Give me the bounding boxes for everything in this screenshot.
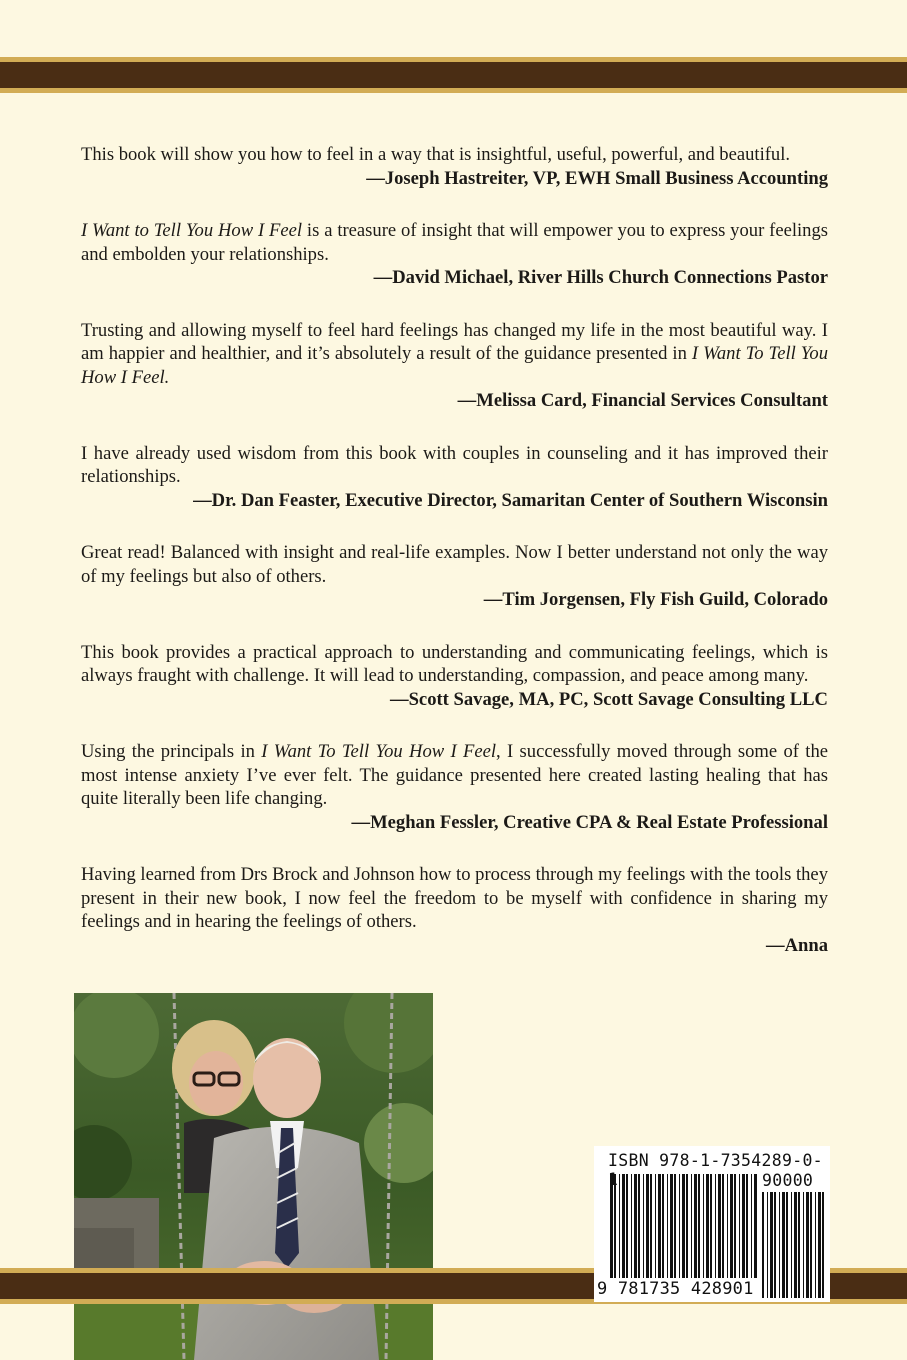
endorsement-attribution: —Tim Jorgensen, Fly Fish Guild, Colorado [483,589,828,610]
barcode-bar [806,1192,809,1298]
endorsement-attribution: —Joseph Hastreiter, VP, EWH Small Business Accounting [366,167,828,189]
band-brown-stripe [0,62,907,88]
barcode-bar [662,1174,664,1278]
endorsement-text [81,442,828,489]
endorsement-text [81,143,828,167]
barcode-bar [679,1174,680,1278]
barcode-bar [794,1192,797,1298]
isbn-barcode [594,1146,830,1302]
endorsement-attribution: —Dr. Dan Feaster, Executive Director, Samaritan Center of Southern Wisconsin [193,489,828,511]
endorsement-attribution: —Meghan Fessler, Creative CPA & Real Estate Professional [351,811,828,833]
barcode-bar [742,1174,745,1278]
endorsement-attribution: —Anna [765,934,828,956]
barcode-bar [655,1174,656,1278]
barcode-bar [667,1174,668,1278]
endorsement [81,641,828,712]
barcode-addon-price: 90000 [762,1171,814,1190]
barcode-bar [767,1192,768,1298]
endorsement [81,863,828,957]
barcode-bar [622,1174,625,1278]
isbn-label: ISBN 978-1-7354289-0-1 [608,1151,823,1189]
barcode-bar [762,1192,764,1298]
top-decorative-band [0,57,907,93]
barcode-bar [739,1174,740,1278]
barcode-bar [650,1174,652,1278]
barcode-bar [646,1174,649,1278]
barcode-bar [626,1174,628,1278]
endorsement [81,319,828,413]
endorsement-text-segment: , I successfully moved through some of the most intense anxiety I’ve ever felt. The guidance presented here created lasting healing that has quite literally been life changing. [81,741,828,809]
barcode-bar [818,1192,821,1298]
barcode-bar [698,1174,700,1278]
barcode-bar [782,1192,785,1298]
endorsement-attribution: —Scott Savage, MA, PC, Scott Savage Consulting LLC [390,688,828,710]
author-photo-illustration [74,993,433,1360]
barcode-bar [638,1174,640,1278]
book-title-italic: I Want To Tell You How I Feel. [81,343,829,388]
endorsement-text [81,641,828,688]
barcode-bar [734,1174,736,1278]
endorsement [81,740,828,834]
barcode-bar [703,1174,704,1278]
band-gold-stripe [0,88,907,93]
barcode-bar [691,1174,692,1278]
barcode-bar [730,1174,733,1278]
barcode-bar [774,1192,776,1298]
book-title-italic: I Want To Tell You How I Feel [261,741,497,762]
barcode-bar [686,1174,688,1278]
barcode-bar [710,1174,712,1278]
endorsement-text-segment: Using the principals in [81,741,262,762]
barcode-bar [674,1174,676,1278]
barcode-bar [754,1174,757,1278]
barcode-bar [727,1174,728,1278]
barcode-bar [694,1174,697,1278]
barcode-bar [643,1174,644,1278]
ean-digits: 9 781735 428901 [597,1279,754,1299]
endorsements-list [81,143,828,986]
endorsement-text-segment: This book will show you how to feel in a way that is insightful, useful, powerful, and beautiful. [81,144,791,165]
endorsement-text-segment: This book provides a practical approach to understanding and communicating feelings, which is always fraught with challenge. It will lead to understanding, compassion, and peace among many. [81,641,828,686]
endorsement-text-segment: Having learned from Drs Brock and Johnson how to process through my feelings with the tools they present in their new book, I now feel the freedom to be myself with confidence in sharing my feelings and in hearing the feelings of others. [81,864,828,932]
book-title-italic: I Want to Tell You How I Feel [81,220,303,241]
barcode-bar [810,1192,812,1298]
barcode-bar [718,1174,721,1278]
author-photo [74,993,433,1360]
barcode-bar [658,1174,661,1278]
barcode-bar [706,1174,709,1278]
barcode-bar [715,1174,716,1278]
barcode-bar [815,1192,816,1298]
barcode-bar [610,1174,613,1278]
barcode-bar [746,1174,748,1278]
endorsement-text [81,541,828,588]
barcode-bar [770,1192,773,1298]
barcode-bar [803,1192,804,1298]
endorsement-attribution: —Melissa Card, Financial Services Consultant [457,390,828,411]
barcode-bar [634,1174,637,1278]
endorsement-text [81,740,828,811]
barcode-bar [786,1192,788,1298]
endorsement [81,541,828,612]
endorsement-text-segment: I have already used wisdom from this book with couples in counseling and it has improved their relationships. [81,442,828,487]
endorsement [81,219,828,290]
endorsement-text [81,219,828,266]
endorsement [81,143,828,190]
barcode-bar [670,1174,673,1278]
barcode-bar [779,1192,780,1298]
endorsement-text-segment: Trusting and allowing myself to feel hard feelings has changed my life in the most beautiful way. I am happier and healthier, and it’s absolutely a result of the guidance presented in [81,319,828,364]
endorsement-attribution: —David Michael, River Hills Church Connections Pastor [373,267,828,288]
barcode-bar [751,1174,752,1278]
endorsement-text [81,863,828,934]
barcode-bar [722,1174,724,1278]
barcode-bar [822,1192,824,1298]
endorsement-text-segment: Great read! Balanced with insight and real-life examples. Now I better understand not only the way of my feelings but also of others. [81,542,828,587]
endorsement-text-segment: is a treasure of insight that will empower you to express your feelings and embolden your relationships. [81,220,828,265]
barcode-bar [619,1174,620,1278]
endorsement [81,442,828,513]
barcode-bar [614,1174,616,1278]
endorsement-text [81,319,828,390]
barcode-bar [798,1192,800,1298]
barcode-bar [631,1174,632,1278]
barcode-bar [791,1192,792,1298]
barcode-bar [682,1174,685,1278]
